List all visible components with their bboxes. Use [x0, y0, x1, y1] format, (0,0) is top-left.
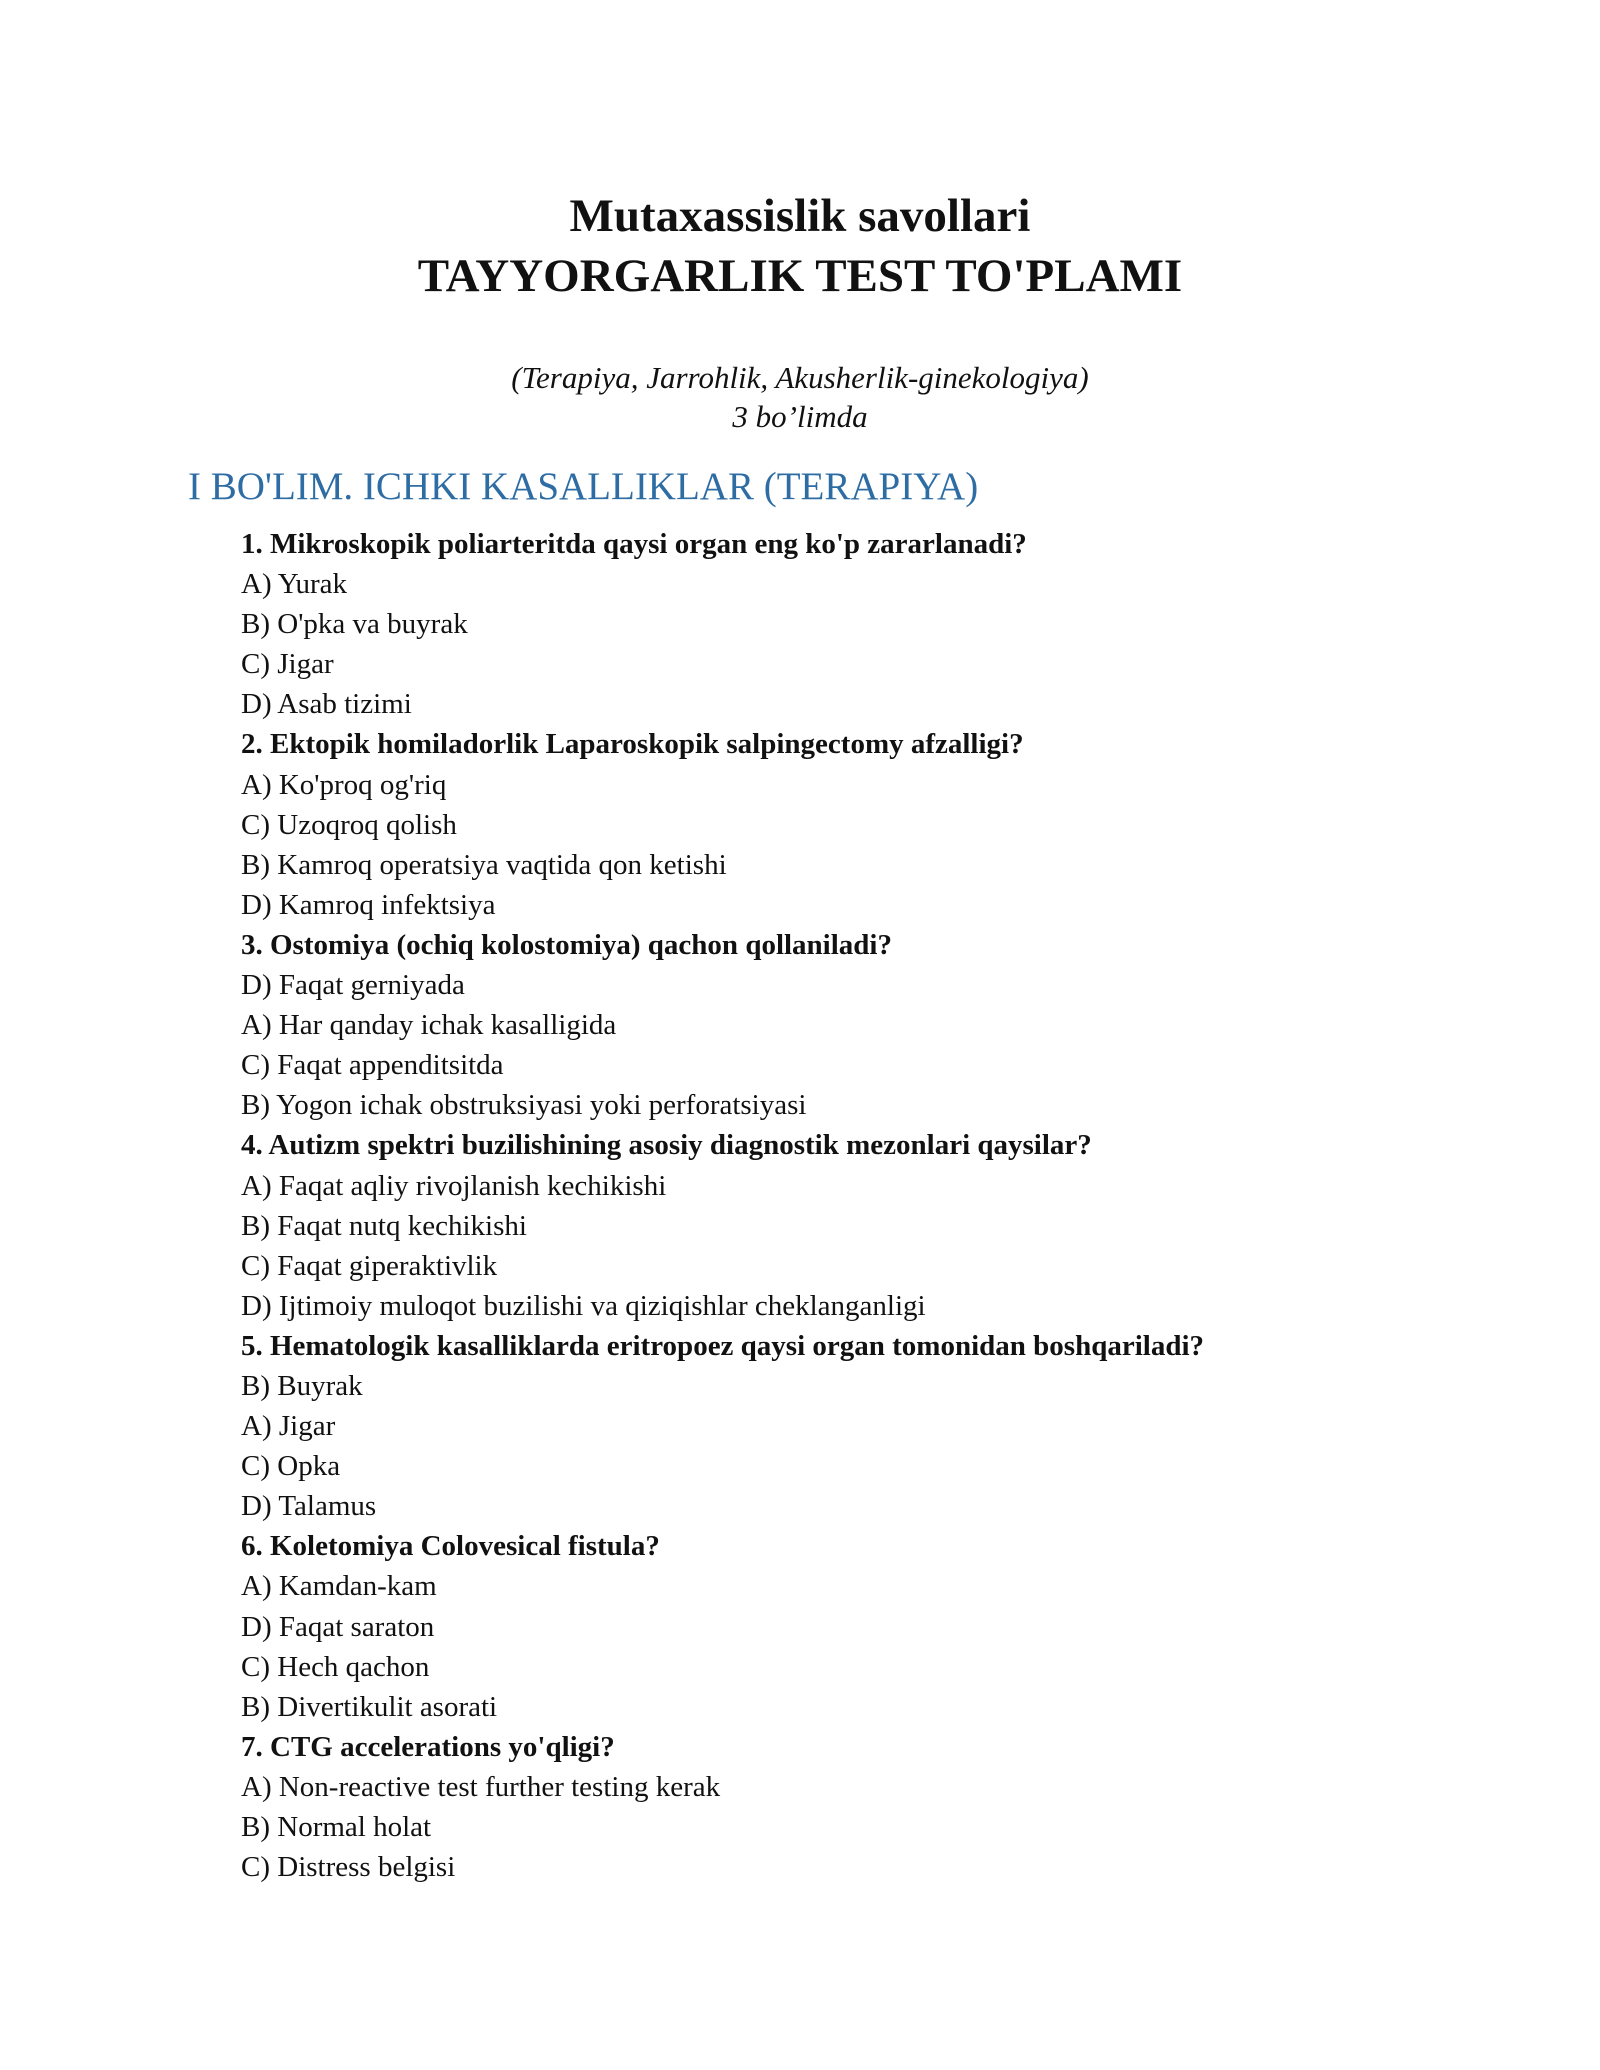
answer-option: B) Normal holat	[241, 1811, 432, 1843]
answer-option: A) Faqat aqliy rivojlanish kechikishi	[241, 1169, 667, 1202]
answer-option: C) Uzoqroq qolish	[241, 808, 457, 841]
answer-option: A) Ko'proq og'riq	[241, 768, 447, 801]
question-title: 3. Ostomiya (ochiq kolostomiya) qachon qollaniladi?	[241, 928, 892, 961]
document-title	[0, 186, 1600, 306]
question-block	[241, 1727, 1491, 1887]
question-title: 4. Autizm spektri buzilishining asosiy diagnostik mezonlari qaysilar?	[241, 1129, 1092, 1162]
answer-option: A) Non-reactive test further testing kerak	[241, 1770, 721, 1803]
question-title: 2. Ektopik homiladorlik Laparoskopik salpingectomy afzalligi?	[241, 728, 1024, 761]
answer-option: A) Yurak	[241, 568, 348, 601]
answer-option: C) Distress belgisi	[241, 1851, 456, 1884]
answer-option: D) Faqat gerniyada	[241, 969, 465, 1002]
question-block	[241, 1125, 1491, 1325]
question-block	[241, 925, 1491, 1125]
answer-option: A) Jigar	[241, 1410, 336, 1443]
question-block	[241, 1526, 1491, 1726]
answer-option: D) Talamus	[241, 1490, 377, 1523]
question-block	[241, 1326, 1491, 1526]
answer-option: C) Jigar	[241, 648, 334, 681]
answer-option: D) Faqat saraton	[241, 1610, 435, 1643]
answer-option: D) Asab tizimi	[241, 688, 412, 721]
answer-option: C) Opka	[241, 1450, 341, 1483]
answer-option: D) Ijtimoiy muloqot buzilishi va qiziqishlar cheklanganligi	[241, 1289, 926, 1322]
question-block	[241, 524, 1491, 724]
answer-option: B) Faqat nutq kechikishi	[241, 1209, 527, 1242]
answer-option: C) Hech qachon	[241, 1650, 430, 1683]
answer-option: A) Har qanday ichak kasalligida	[241, 1009, 617, 1042]
subtitle-line-1: (Terapiya, Jarrohlik, Akusherlik-ginekologiya)	[511, 360, 1089, 395]
answer-option: B) Buyrak	[241, 1369, 363, 1402]
question-title: 6. Koletomiya Colovesical fistula?	[241, 1530, 660, 1563]
question-list	[241, 524, 1491, 1887]
question-title: 5. Hematologik kasalliklarda eritropoez qaysi organ tomonidan boshqariladi?	[241, 1329, 1205, 1362]
question-block	[241, 724, 1491, 924]
answer-option: B) O'pka va buyrak	[241, 608, 468, 641]
answer-option: B) Divertikulit asorati	[241, 1690, 498, 1723]
answer-option: D) Kamroq infektsiya	[241, 888, 496, 921]
answer-option: C) Faqat appenditsitda	[241, 1049, 504, 1082]
question-title: 1. Mikroskopik poliarteritda qaysi organ eng ko'p zararlanadi?	[241, 528, 1027, 560]
document-subtitle	[0, 358, 1600, 436]
question-title: 7. CTG accelerations yo'qligi?	[241, 1730, 615, 1763]
answer-option: B) Kamroq operatsiya vaqtida qon ketishi	[241, 848, 727, 881]
title-line-2: TAYYORGARLIK TEST TO'PLAMI	[417, 250, 1183, 302]
answer-option: B) Yogon ichak obstruksiyasi yoki perforatsiyasi	[241, 1089, 807, 1122]
title-line-1: Mutaxassislik savollari	[569, 190, 1031, 242]
answer-option: C) Faqat giperaktivlik	[241, 1249, 498, 1282]
subtitle-line-2: 3 bo’limda	[732, 399, 868, 434]
answer-option: A) Kamdan-kam	[241, 1570, 437, 1603]
section-heading: I BO'LIM. ICHKI KASALLIKLAR (TERAPIYA)	[188, 465, 979, 508]
